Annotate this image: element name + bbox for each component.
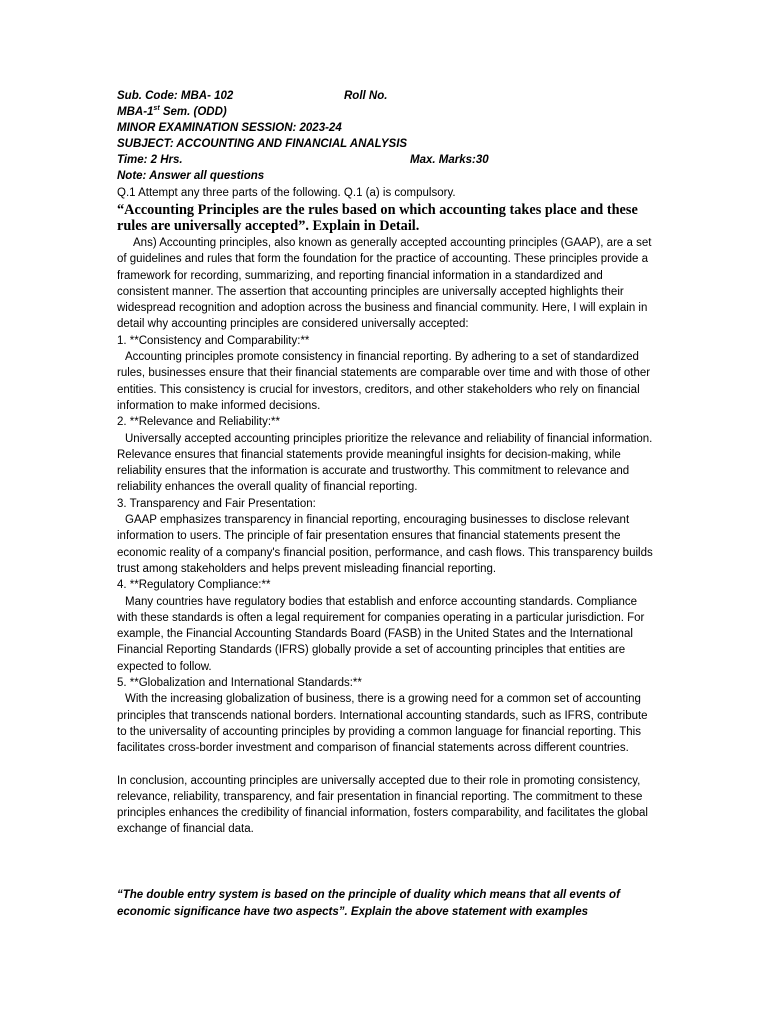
point-text: Accounting principles promote consistency in financial reporting. By adhering to a set of standardized rules, businesses ensure that their financial statements are comparable over time and with those of other entities. This consistency is crucial for investors, creditors, and other stakeholders who rely on financial information to make informed decisions. <box>117 351 651 412</box>
program-prefix: MBA-1 <box>117 106 154 118</box>
question-2: “The double entry system is based on the principle of duality which means that all events of economic significance have two aspects”. Explain the above statement with examples <box>117 889 620 918</box>
exam-subject: SUBJECT: ACCOUNTING AND FINANCIAL ANALYSIS <box>117 138 408 150</box>
point-heading: 2. **Relevance and Reliability:** <box>117 416 281 429</box>
point-heading: 5. **Globalization and International Standards:** <box>117 677 362 690</box>
point-text: Universally accepted accounting principles prioritize the relevance and reliability of financial information. Relevance ensures that financial statements provide meaningful insights for decision-making, while reliability ensures that the information is accurate and trustworthy. This commitment to relevance and reliability enhances the overall quality of financial reporting. <box>117 432 653 494</box>
exam-header <box>117 88 677 184</box>
program-superscript: st <box>153 105 160 113</box>
question-instruction: Q.1 Attempt any three parts of the following. Q.1 (a) is compulsory. <box>117 187 456 199</box>
answer-conclusion: In conclusion, accounting principles are universally accepted due to their role in promoting consistency, relevance, reliability, transparency, and fair presentation in financial reporting. The commitment to these principles enhances the credibility of financial information, fosters comparability, and facilitates the global exchange of financial data. <box>117 774 648 836</box>
point-heading: 3. Transparency and Fair Presentation: <box>117 497 316 510</box>
exam-note: Note: Answer all questions <box>117 170 265 182</box>
answer-intro: Ans) Accounting principles, also known as generally accepted accounting principles (GAAP), are a set of guidelines and rules that form the foundation for the practice of accounting. These principles provide a framework for recording, summarizing, and reporting financial information in a standardized and consistent manner. The assertion that accounting principles are universally accepted highlights their widespread recognition and adoption across the business and financial community. Here, I will explain in detail why accounting principles are considered universally accepted: <box>117 237 652 331</box>
exam-session: MINOR EXAMINATION SESSION: 2023-24 <box>117 122 342 134</box>
point-text: With the increasing globalization of business, there is a growing need for a common set of accounting principles that transcends national borders. International accounting standards, such as IFRS, contribute to the universality of accounting principles by providing a common language for financial reporting. This facilitates cross-border investment and comparison of financial statements across different countries. <box>117 693 648 755</box>
program-suffix: Sem. (ODD) <box>159 106 227 118</box>
roll-no: Roll No. <box>344 90 388 102</box>
point-heading: 1. **Consistency and Comparability:** <box>117 334 310 347</box>
point-text: GAAP emphasizes transparency in financial reporting, encouraging businesses to disclose relevant information to users. The principle of fair presentation ensures that financial statements present the economic reality of a company's financial position, performance, and cash flows. This transparency builds trust among stakeholders and helps prevent misleading financial reporting. <box>117 514 653 575</box>
program-line <box>117 104 677 120</box>
answer-body <box>117 235 657 838</box>
sub-code: Sub. Code: MBA- 102 <box>117 90 234 102</box>
point-heading: 4. **Regulatory Compliance:** <box>117 579 271 592</box>
point-text: Many countries have regulatory bodies that establish and enforce accounting standards. Compliance with these standards is often a legal requirement for companies operating in a particular jurisdiction. For example, the Financial Accounting Standards Board (FASB) in the United States and the International Financial Reporting Standards (IFRS) globally provide a set of accounting principles that entities are expected to follow. <box>117 595 645 673</box>
max-marks: Max. Marks:30 <box>410 154 489 166</box>
header-line-subcode <box>117 88 677 104</box>
header-line-time <box>117 152 677 168</box>
question-1: “Accounting Principles are the rules based on which accounting takes place and these rules are universally accepted”. Explain in Detail. <box>117 202 638 234</box>
paragraph-gap <box>117 757 657 773</box>
exam-time: Time: 2 Hrs. <box>117 154 183 166</box>
